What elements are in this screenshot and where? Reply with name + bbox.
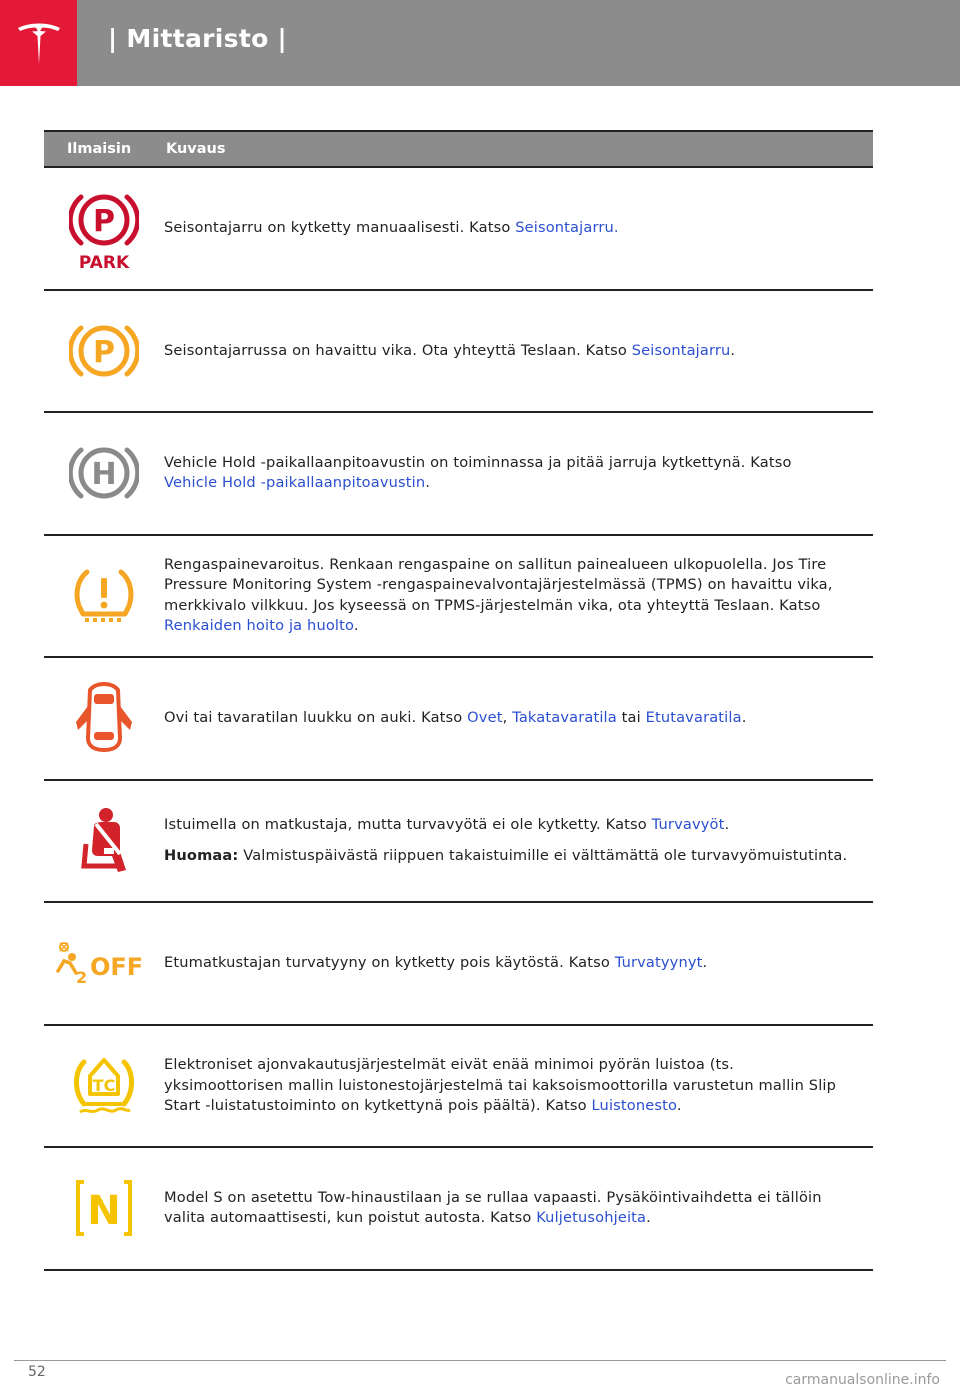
description-cell [164,453,873,494]
description-segment: tai [616,709,646,726]
table-row [44,413,873,536]
description-cell [164,815,873,866]
page-header [0,0,960,86]
description-segment: Seisontajarrussa on havaittu vika. Ota yhteyttä Teslaan. Katso [164,341,632,359]
description-segment: . [425,474,431,492]
description-segment: Istuimella on matkustaja, mutta turvavyötä ei ole kytketty. Katso [164,816,652,834]
table-row [44,781,873,904]
park-brake-red-icon [69,185,139,271]
description-segment: Rengaspainevaroitus. Renkaan rengaspaine on sallitun painealueen ulkopuolella. Jos Tire Pressure Monitoring System -rengaspainevalvontajärjestelmässä (TPMS) on havaittu vika, merkkivalo vilkkuu. Jos kyseessä on TPMS-järjestelmän vika, ota yhteyttä Teslaan. Katso [164,555,833,614]
table-row [44,168,873,291]
header-description: Kuvaus [166,141,226,157]
passenger-airbag-off-icon [52,941,156,985]
description-cell [164,341,873,362]
description-cell [164,1188,873,1229]
tesla-logo-icon [16,19,62,67]
description-segment: Elektroniset ajonvakautusjärjestelmät eivät enää minimoi pyörän luistoa (ts. yksimoottorisen mallin luistonestojärjestelmä tai kaksoismoottorilla varustetun mallin Slip Start -luistatustoiminto on kytkettynä pois päältä). Katso [164,1056,837,1114]
page-number: 52 [28,1364,46,1380]
table-row [44,903,873,1026]
description-segment: Vehicle Hold -paikallaanpitoavustin on toiminnassa ja pitää jarruja kytkettynä. Katso [164,453,792,471]
description-segment: Etumatkustajan turvatyyny on kytketty pois käytöstä. Katso [164,954,615,971]
vehicle-hold-icon [69,441,139,505]
note-label: Huomaa: [164,846,239,864]
svg-text:N: N [87,1188,121,1235]
description-segment: . [646,1209,651,1227]
seatbelt-reminder-icon [74,806,134,876]
footer-divider [14,1360,946,1361]
description-segment: . [676,1097,682,1114]
cross-reference-link[interactable]: Renkaiden hoito ja huolto [164,617,354,635]
indicator-table [44,130,873,1271]
description-cell [164,555,873,637]
header-indicator: Ilmaisin [67,141,132,157]
indicator-cell [44,781,164,902]
indicator-cell [44,536,164,657]
logo-box [0,0,77,86]
description-segment: Ovi tai tavaratilan luukku on auki. Katso [164,709,468,726]
description-cell [164,218,873,239]
indicator-cell [44,1148,164,1269]
svg-text:P: P [93,334,115,370]
indicator-cell [44,168,164,289]
description-segment: , [502,709,513,726]
description-text [164,1055,849,1117]
park-brake-fault-amber-icon [69,319,139,383]
watermark: carmanualsonline.info [785,1372,940,1388]
description-segment: . [702,954,708,971]
description-cell [164,708,873,729]
description-segment: Seisontajarru on kytketty manuaalisesti. Katso [164,219,516,236]
table-header [44,130,873,168]
cross-reference-link[interactable]: Takatavaratila [512,709,617,726]
description-cell [164,1055,873,1117]
svg-text:P: P [93,204,115,240]
table-row [44,1148,873,1271]
table-row [44,291,873,414]
page-title: | Mittaristo | [108,24,287,53]
description-segment: . [730,341,736,359]
svg-text:H: H [91,457,117,493]
description-text [164,1188,849,1229]
tire-pressure-warning-icon [73,564,135,628]
cross-reference-link[interactable]: Luistonesto [591,1097,677,1114]
svg-text:TC: TC [92,1075,116,1095]
description-text [164,953,849,974]
table-row [44,536,873,659]
tow-mode-neutral-icon [74,1178,134,1238]
cross-reference-link[interactable]: Etutavaratila [645,709,742,726]
note-paragraph [164,846,849,867]
table-row [44,1026,873,1149]
svg-text:OFF: OFF [90,953,144,982]
cross-reference-link[interactable]: Seisontajarru. [515,219,619,236]
description-segment: . [741,709,747,726]
door-open-icon [72,680,136,756]
description-text [164,815,849,836]
traction-control-off-icon [72,1054,136,1118]
description-text [164,555,849,637]
cross-reference-link[interactable]: Seisontajarru [631,341,731,359]
description-segment: . [353,617,359,635]
description-text [164,218,849,239]
svg-text:PARK: PARK [78,253,130,272]
description-text [164,708,849,729]
description-cell [164,953,873,974]
table-row [44,658,873,781]
cross-reference-link[interactable]: Turvatyynyt [614,954,703,971]
description-text [164,341,849,362]
description-text [164,453,849,494]
note-text: Valmistuspäivästä riippuen takaistuimille ei välttämättä ole turvavyömuistutinta. [238,846,848,864]
indicator-cell [44,903,164,1024]
indicator-cell [44,658,164,779]
indicator-cell [44,1026,164,1147]
cross-reference-link[interactable]: Turvavyöt [651,816,725,834]
indicator-cell [44,413,164,534]
indicator-cell [44,291,164,412]
cross-reference-link[interactable]: Vehicle Hold -paikallaanpitoavustin [164,474,426,492]
svg-text:2: 2 [76,968,88,986]
cross-reference-link[interactable]: Kuljetusohjeita [536,1209,647,1227]
description-segment: Model S on asetettu Tow-hinaustilaan ja se rullaa vapaasti. Pysäköintivaihdetta ei tällöin valita automaattisesti, kun poistut autosta. Katso [164,1188,822,1227]
cross-reference-link[interactable]: Ovet [467,709,503,726]
description-segment: . [724,816,730,834]
